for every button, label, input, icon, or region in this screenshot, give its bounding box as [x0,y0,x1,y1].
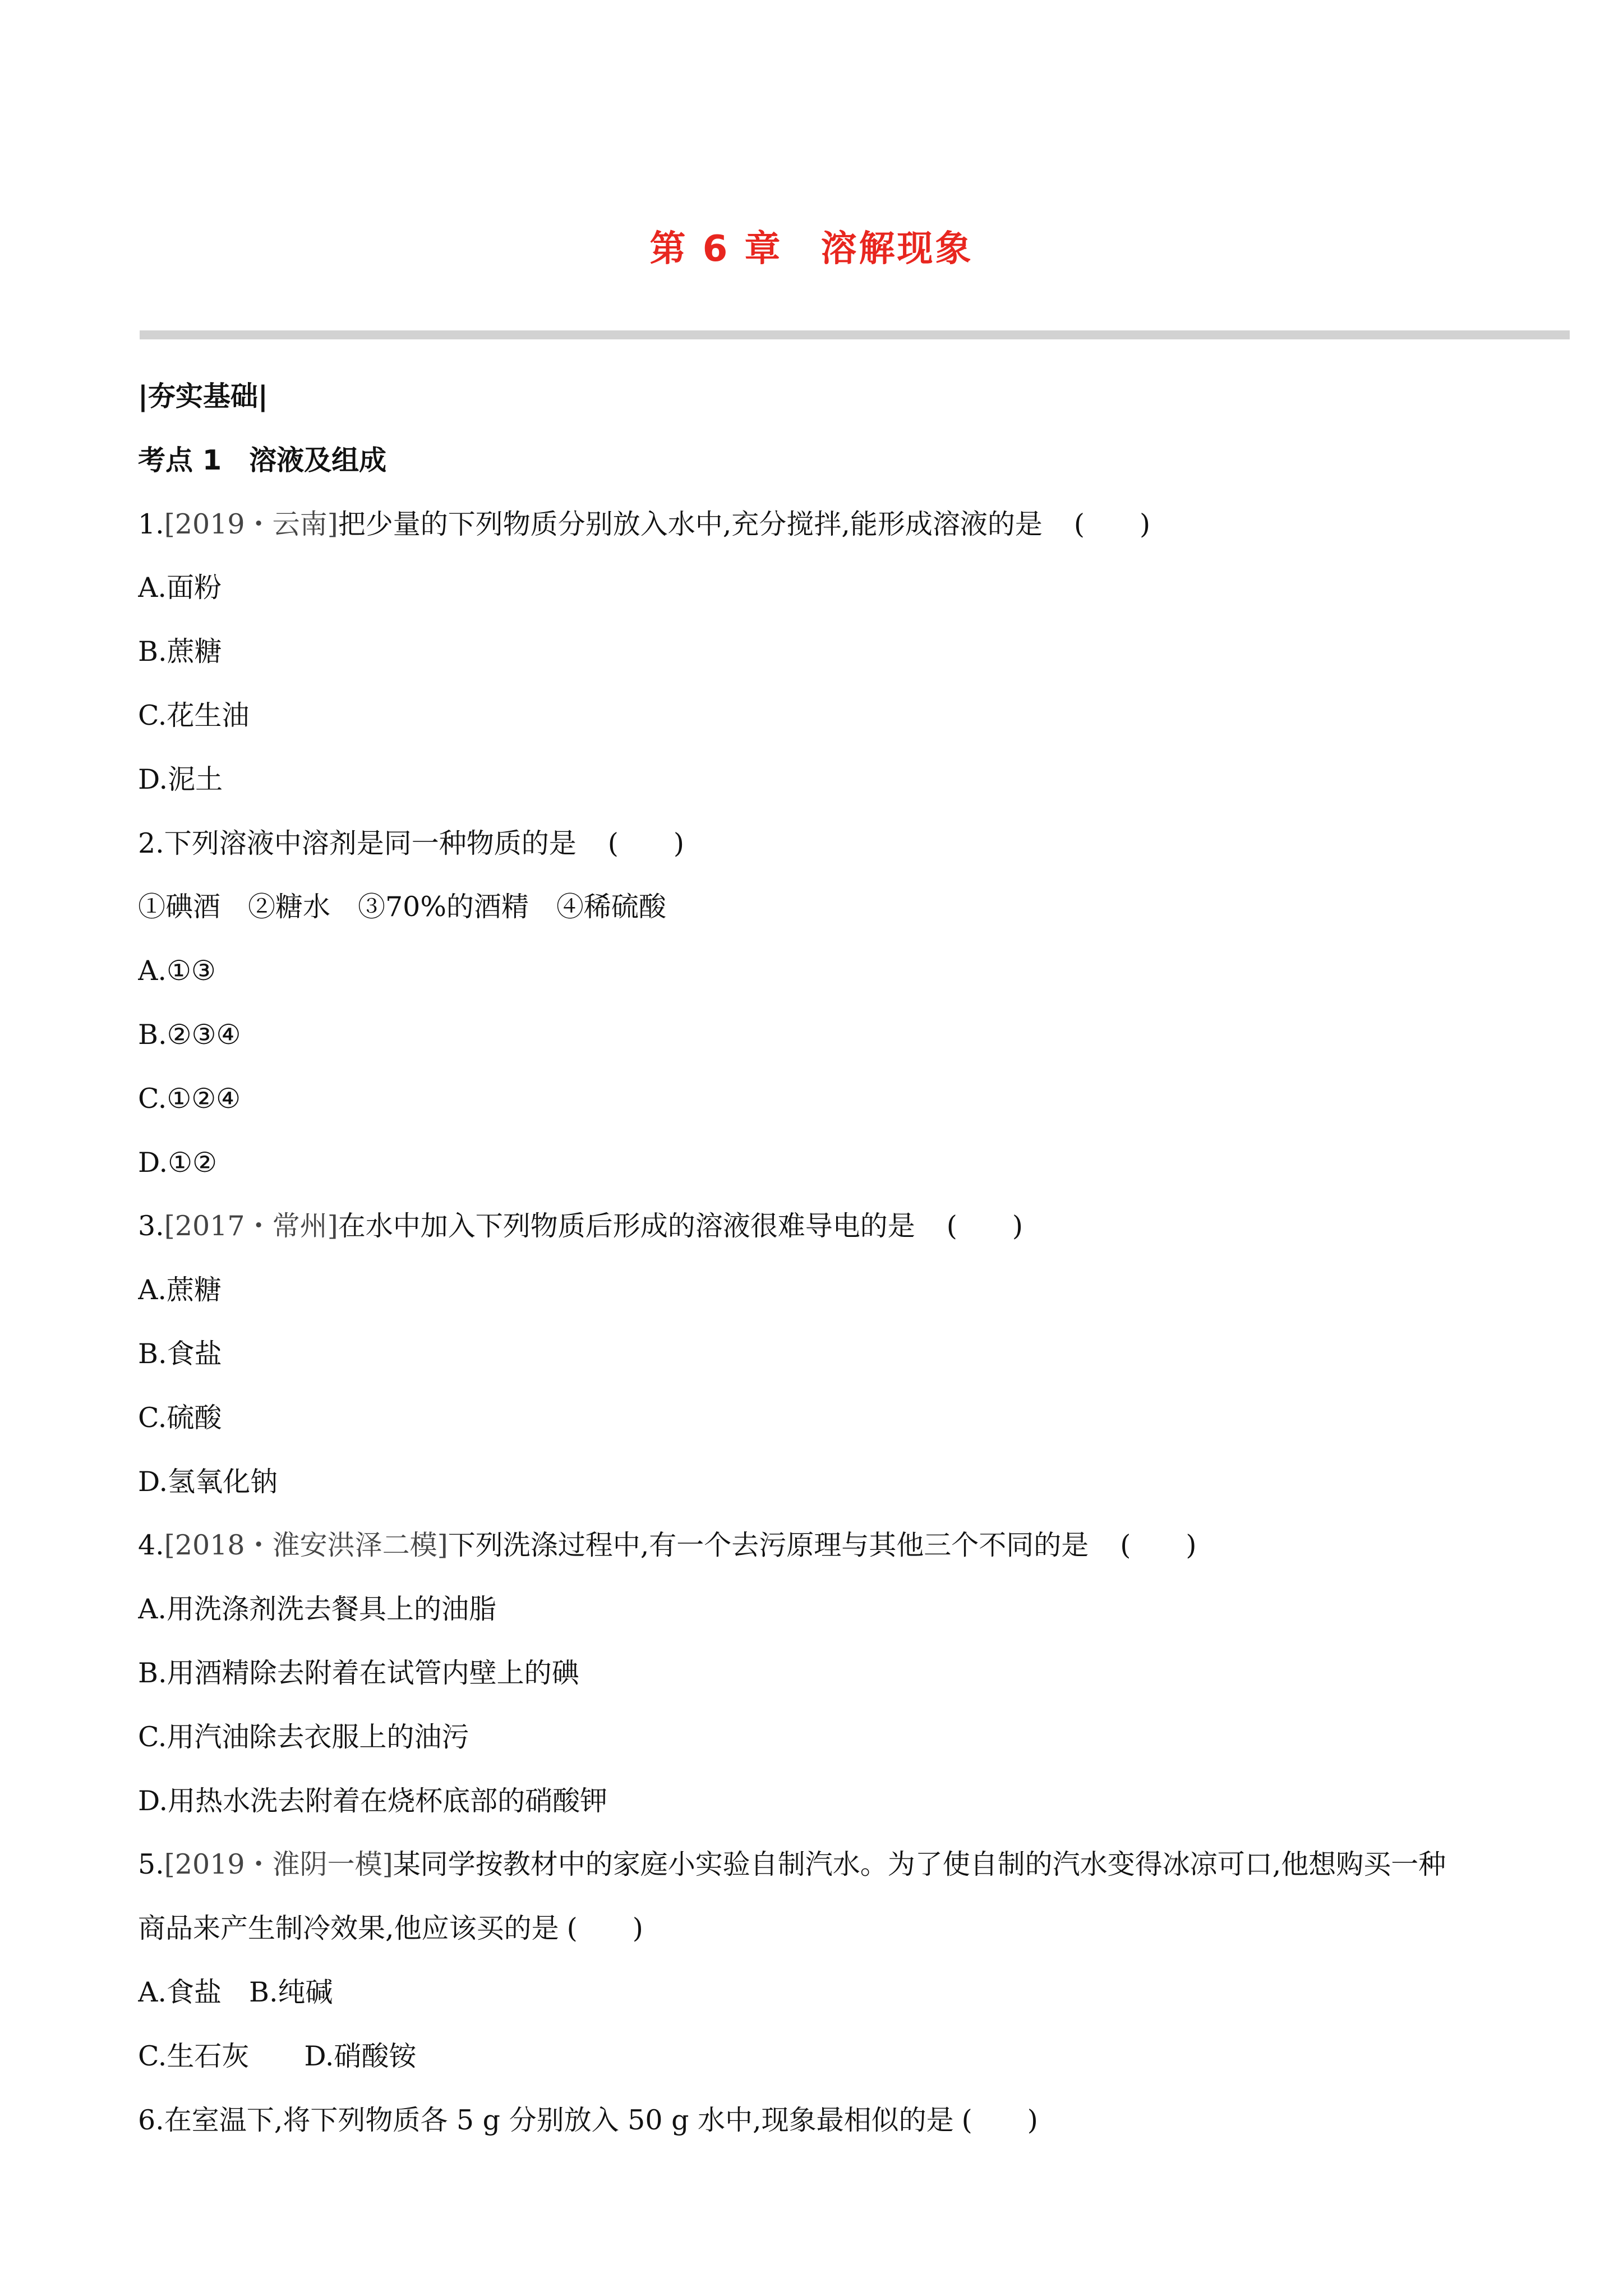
title-divider [140,330,1570,339]
option-c: C.用汽油除去衣服上的油污 [138,1720,469,1753]
option-d: D.氢氧化钠 [138,1465,278,1498]
answer-blank: ( ) [946,1210,1023,1243]
option-c: C.花生油 [138,699,250,731]
worksheet-body [138,365,1574,2152]
answer-blank: ( ) [1073,508,1151,540]
option-b: B.蔗糖 [138,636,222,668]
question-source: [2019・淮阴一模] [164,1848,393,1881]
question-number: 6. [138,2104,164,2136]
option-a: A.①③ [138,955,216,987]
chapter-title: 第 6 章 溶解现象 [649,228,974,270]
options-row-1: A.食盐 B.纯碱 [138,1976,333,2008]
option-d: D.用热水洗去附着在烧杯底部的硝酸钾 [138,1784,608,1817]
question-stem: 下列溶液中溶剂是同一种物质的是 [164,827,577,859]
question-5 [138,1833,1574,1897]
question-items: ①碘酒 ②糖水 ③70%的酒精 ④稀硫酸 [138,891,666,923]
question-stem: 下列洗涤过程中,有一个去污原理与其他三个不同的是 [448,1529,1089,1562]
question-number: 4. [138,1529,164,1562]
question-2 [138,812,1574,876]
question-source: [2018・淮安洪泽二模] [164,1529,448,1562]
question-3 [138,1194,1574,1258]
option-a: A.用洗涤剂洗去餐具上的油脂 [138,1593,496,1626]
question-number: 5. [138,1848,164,1881]
question-source: [2019・云南] [164,508,338,540]
question-number: 1. [138,508,164,540]
option-b: B.用酒精除去附着在试管内壁上的碘 [138,1657,579,1689]
option-b: B.②③④ [138,1018,241,1051]
topic-heading: 考点 1 溶液及组成 [138,444,387,476]
answer-blank: ( ) [961,2104,1038,2136]
question-number: 3. [138,1210,164,1243]
option-d: D.①② [138,1146,217,1179]
question-number: 2. [138,827,164,859]
option-b: B.食盐 [138,1337,222,1370]
section-heading: |夯实基础| [138,380,268,412]
answer-blank: ( ) [1120,1529,1197,1562]
question-stem: 在室温下,将下列物质各 5 g 分别放入 50 g 水中,现象最相似的是 [164,2104,954,2136]
question-1 [138,493,1574,556]
option-a: A.蔗糖 [138,1274,222,1306]
question-stem: 在水中加入下列物质后形成的溶液很难导电的是 [338,1210,915,1243]
option-a: A.面粉 [138,572,222,604]
option-c: C.硫酸 [138,1401,222,1434]
question-4 [138,1513,1574,1577]
question-source: [2017・常州] [164,1210,338,1243]
option-c: C.①②④ [138,1082,241,1115]
question-5-continued [138,1897,1574,1961]
question-stem-continued: 商品来产生制冷效果,他应该买的是 [138,1912,559,1945]
answer-blank: ( ) [607,827,685,859]
question-6 [138,2088,1574,2152]
option-d: D.泥土 [138,763,223,795]
answer-blank: ( ) [566,1912,643,1945]
question-stem: 某同学按教材中的家庭小实验自制汽水。为了使自制的汽水变得冰凉可口,他想购买一种 [393,1848,1446,1881]
options-row-2: C.生石灰 D.硝酸铵 [138,2040,417,2072]
question-stem: 把少量的下列物质分别放入水中,充分搅拌,能形成溶液的是 [338,508,1043,540]
